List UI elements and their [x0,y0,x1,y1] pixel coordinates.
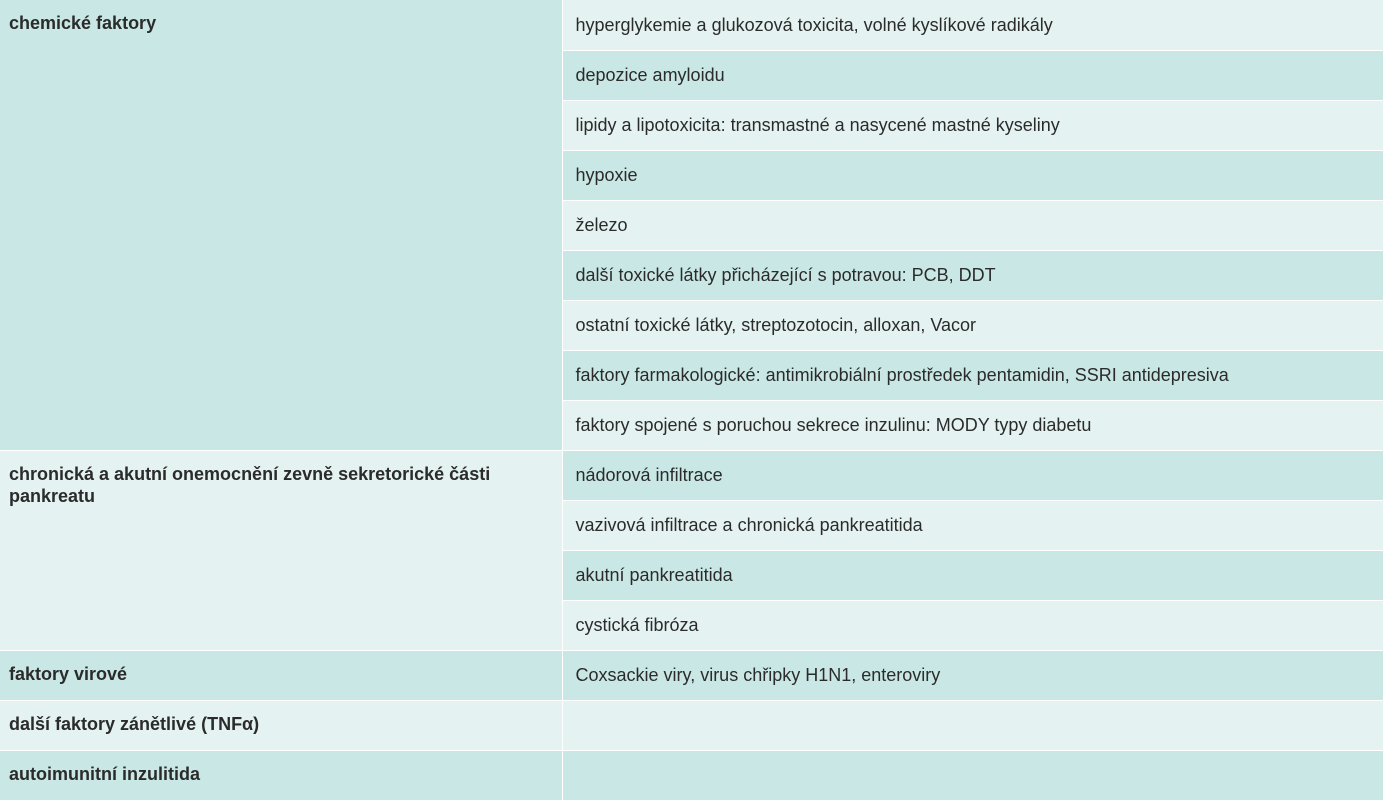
factor-item-cell: faktory farmakologické: antimikrobiální prostředek pentamidin, SSRI antidepresiva [562,350,1383,400]
factor-item-cell: železo [562,200,1383,250]
category-cell: faktory virové [0,650,562,700]
category-cell: autoimunitní inzulitida [0,750,562,800]
factor-item-cell [562,700,1383,750]
category-cell: chronická a akutní onemocnění zevně sekretorické části pankreatu [0,450,562,650]
factor-item-cell [562,750,1383,800]
table-row [0,0,1383,50]
factor-item-cell: Coxsackie viry, virus chřipky H1N1, enteroviry [562,650,1383,700]
table-row [0,700,1383,750]
category-cell: další faktory zánětlivé (TNFα) [0,700,562,750]
category-cell: chemické faktory [0,0,562,450]
factor-item-cell: vazivová infiltrace a chronická pankreatitida [562,500,1383,550]
factor-item-cell: ostatní toxické látky, streptozotocin, alloxan, Vacor [562,300,1383,350]
factor-item-cell: depozice amyloidu [562,50,1383,100]
factor-item-cell: akutní pankreatitida [562,550,1383,600]
factor-item-cell: další toxické látky přicházející s potravou: PCB, DDT [562,250,1383,300]
factor-item-cell: hypoxie [562,150,1383,200]
table-row [0,450,1383,500]
factor-item-cell: hyperglykemie a glukozová toxicita, volné kyslíkové radikály [562,0,1383,50]
factor-item-cell: faktory spojené s poruchou sekrece inzulinu: MODY typy diabetu [562,400,1383,450]
factor-item-cell: lipidy a lipotoxicita: transmastné a nasycené mastné kyseliny [562,100,1383,150]
table-row [0,750,1383,800]
factor-item-cell: cystická fibróza [562,600,1383,650]
factor-item-cell: nádorová infiltrace [562,450,1383,500]
table-row [0,650,1383,700]
